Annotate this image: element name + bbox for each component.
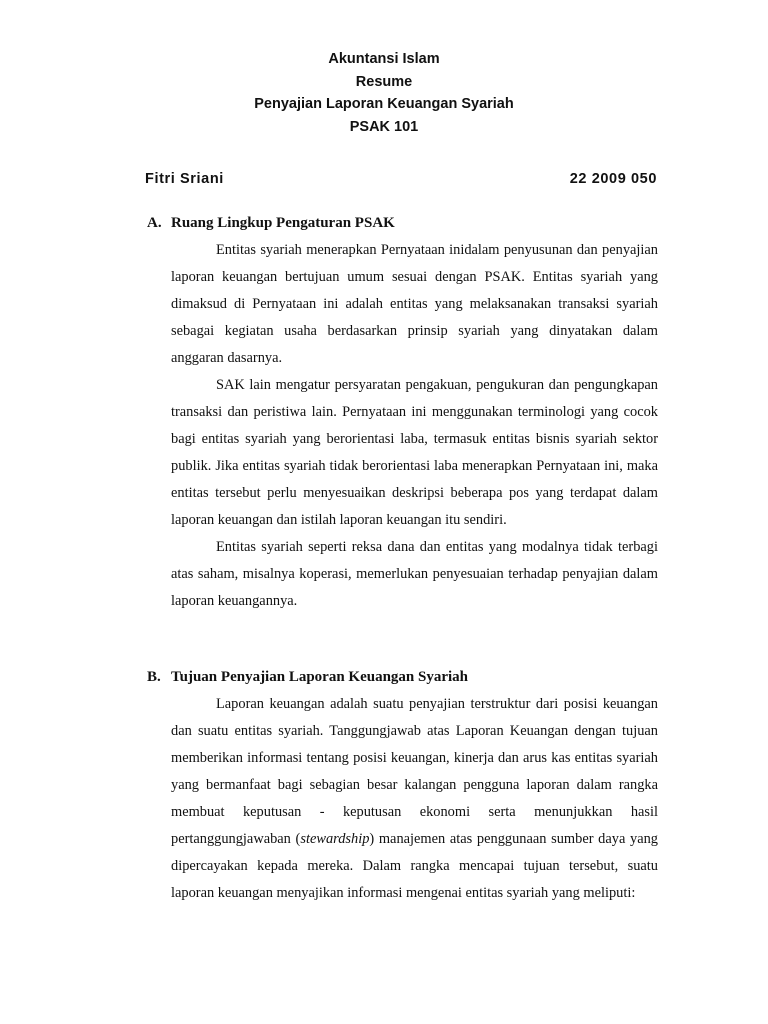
paragraph: Entitas syariah menerapkan Pernyataan inidalam penyusunan dan penyajian laporan keuangan bertujuan umum sesuai dengan PSAK. Entitas syariah yang dimaksud di Pernyataan ini adalah entitas yang melaksanakan transaksi syariah sebagai kegiatan usaha berdasarkan prinsip syariah yang dinyatakan dalam anggaran dasarnya. [171, 242, 658, 366]
document-title: Penyajian Laporan Keuangan Syariah [254, 96, 514, 112]
paragraph: Entitas syariah seperti reksa dana dan entitas yang modalnya tidak terbagi atas saham, misalnya koperasi, memerlukan penyesuaian terhadap penyajian dalam laporan keuangannya. [171, 539, 658, 609]
section-letter: B. [147, 669, 161, 685]
italic-term: stewardship [300, 831, 370, 847]
standard-code: PSAK 101 [349, 118, 419, 135]
paragraph: SAK lain mengatur persyaratan pengakuan, pengukuran dan pengungkapan transaksi dan peristiwa lain. Pernyataan ini menggunakan terminologi yang cocok bagi entitas syariah yang berorientasi laba, termasuk entitas bisnis syariah sektor publik. Jika entitas syariah tidak berorientasi laba menerapkan Pernyataan ini, maka entitas tersebut perlu menyesuaikan deskripsi beberapa pos yang terdapat dalam laporan keuangan dan istilah laporan keuangan itu sendiri. [171, 377, 658, 528]
paragraph [171, 691, 658, 907]
section-letter: A. [147, 215, 162, 231]
course-title: Akuntansi Islam [328, 51, 440, 67]
author-name: Fitri Sriani [145, 171, 224, 187]
paragraph-text: ) manajemen atas penggunaan sumber daya yang dipercayakan kepada mereka. Dalam rangka mencapai tujuan tersebut, suatu laporan keuangan menyajikan informasi mengenai entitas syariah yang meliputi: [171, 831, 659, 901]
paragraph-text: Laporan keuangan adalah suatu penyajian terstruktur dari posisi keuangan dan suatu entitas syariah. Tanggungjawab atas Laporan Keuangan dengan tujuan memberikan informasi tentang posisi keuangan, kinerja dan arus kas entitas syariah yang bermanfaat bagi sebagian besar kalangan pengguna laporan dalam rangka membuat keputusan - keputusan ekonomi serta menunjukkan hasil pertanggungjawaban ( [171, 696, 658, 847]
section-b-body [171, 691, 658, 907]
section-a-body [171, 237, 658, 615]
section-b-heading [147, 667, 468, 687]
document-header [0, 48, 768, 138]
document-type: Resume [355, 73, 413, 90]
section-a-heading [147, 213, 395, 233]
section-title: Tujuan Penyajian Laporan Keuangan Syariah [171, 669, 469, 685]
section-title: Ruang Lingkup Pengaturan PSAK [171, 215, 395, 231]
student-id: 22 2009 050 [569, 171, 657, 187]
